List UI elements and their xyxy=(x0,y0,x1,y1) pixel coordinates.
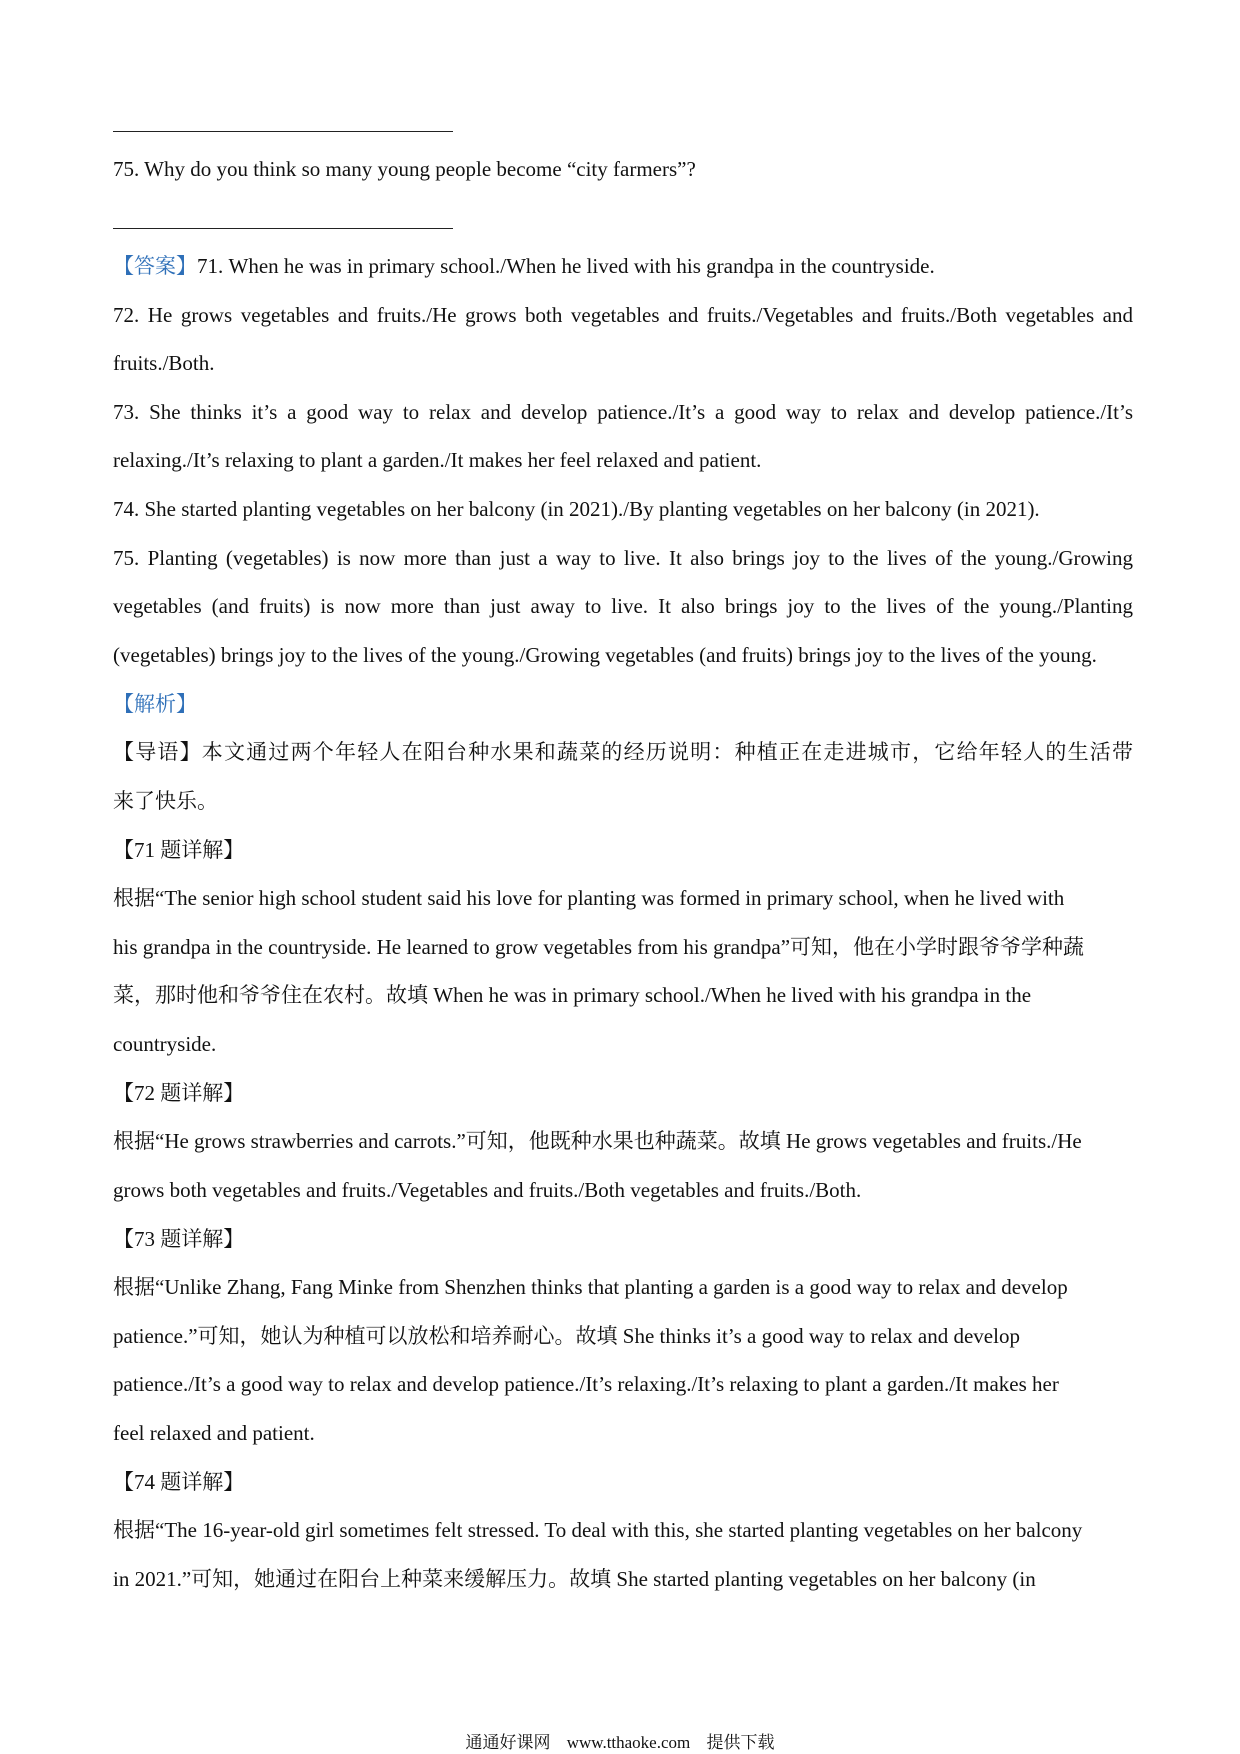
detail-72-line-2: grows both vegetables and fruits./Vegetables and fruits./Both vegetables and fruits./Both. xyxy=(113,1178,862,1202)
detail-71-line-4: countryside. xyxy=(113,1032,217,1056)
analysis-intro-line-1: 【导语】本文通过两个年轻人在阳台种水果和蔬菜的经历说明：种植正在走进城市，它给年轻人的生活带 xyxy=(113,740,1133,764)
detail-73-line-2: patience.”可知，她认为种植可以放松和培养耐心。故填 She thinks it’s a good way to relax and develop xyxy=(113,1324,1020,1348)
detail-73-line-4: feel relaxed and patient. xyxy=(113,1421,315,1445)
detail-71-line-1: 根据“The senior high school student said his love for planting was formed in primary school, when he lived with xyxy=(113,886,1065,910)
detail-74-line-2: in 2021.”可知，她通过在阳台上种菜来缓解压力。故填 She started planting vegetables on her balcony (in xyxy=(113,1567,1036,1591)
footer-site-name: 通通好课网 xyxy=(465,1733,551,1752)
question-75: 75. Why do you think so many young people become “city farmers”? xyxy=(113,157,696,181)
answer-73-line-2: relaxing./It’s relaxing to plant a garden./It makes her feel relaxed and patient. xyxy=(113,448,762,472)
detail-71-heading: 【71 题详解】 xyxy=(113,838,245,862)
detail-71-line-2: his grandpa in the countryside. He learned to grow vegetables from his grandpa”可知，他在小学时跟爷爷学种蔬 xyxy=(113,935,1085,959)
answer-72-line-2: fruits./Both. xyxy=(113,351,215,375)
answer-blank-75 xyxy=(113,228,453,229)
detail-73-heading: 【73 题详解】 xyxy=(113,1227,245,1251)
answer-75-line-2: vegetables (and fruits) is now more than just away to live. It also brings joy to the lives of the young./Planting xyxy=(113,594,1133,618)
detail-73-line-3: patience./It’s a good way to relax and develop patience./It’s relaxing./It’s relaxing to plant a garden./It makes her xyxy=(113,1372,1059,1396)
answer-75-line-1: 75. Planting (vegetables) is now more than just a way to live. It also brings joy to the lives of the young./Growing xyxy=(113,546,1133,570)
answer-71-line xyxy=(113,251,1133,281)
detail-74-line-1: 根据“The 16-year-old girl sometimes felt stressed. To deal with this, she started planting vegetables on her balcony xyxy=(113,1518,1083,1542)
page-footer xyxy=(0,1733,1240,1753)
detail-74-heading: 【74 题详解】 xyxy=(113,1470,245,1494)
footer-note: 提供下载 xyxy=(706,1733,775,1752)
answer-71-text: 71. When he was in primary school./When he lived with his grandpa in the countryside. xyxy=(197,254,935,278)
analysis-intro-line-2: 来了快乐。 xyxy=(113,789,218,813)
answer-75-line-3: (vegetables) brings joy to the lives of the young./Growing vegetables (and fruits) brings joy to the lives of the young. xyxy=(113,643,1097,667)
footer-url-link[interactable]: www.tthaoke.com xyxy=(566,1733,691,1752)
detail-71-line-3: 菜，那时他和爷爷住在农村。故填 When he was in primary school./When he lived with his grandpa in the xyxy=(113,983,1032,1007)
answer-72-line-1: 72. He grows vegetables and fruits./He grows both vegetables and fruits./Vegetables and fruits./Both vegetables and xyxy=(113,303,1133,327)
detail-72-heading: 【72 题详解】 xyxy=(113,1081,245,1105)
answer-74-line: 74. She started planting vegetables on her balcony (in 2021)./By planting vegetables on her balcony (in 2021). xyxy=(113,497,1040,521)
answer-73-line-1: 73. She thinks it’s a good way to relax and develop patience./It’s a good way to relax and develop patience./It’s xyxy=(113,400,1133,424)
detail-73-line-1: 根据“Unlike Zhang, Fang Minke from Shenzhen thinks that planting a garden is a good way to relax and develop xyxy=(113,1275,1068,1299)
answer-tag: 【答案】 xyxy=(113,254,197,278)
detail-72-line-1: 根据“He grows strawberries and carrots.”可知，他既种水果也种蔬菜。故填 He grows vegetables and fruits./He xyxy=(113,1129,1082,1153)
analysis-tag: 【解析】 xyxy=(113,692,197,716)
answer-blank-74 xyxy=(113,131,453,132)
